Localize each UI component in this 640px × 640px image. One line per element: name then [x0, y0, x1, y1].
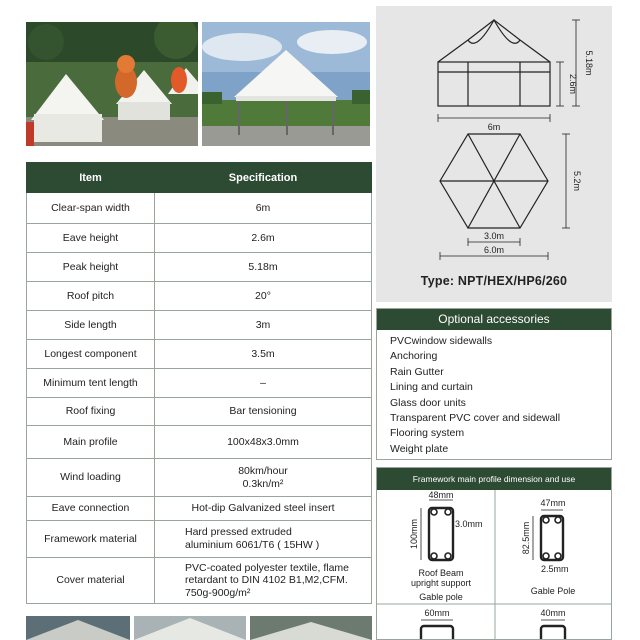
row-label: Wind loading — [27, 459, 155, 497]
tent-photo-interior-3 — [250, 616, 372, 640]
hex-side-label: 3.0m — [483, 231, 505, 241]
peak-height-label: 5.18m — [584, 50, 594, 76]
hex-width-label: 6.0m — [483, 245, 505, 255]
row-value — [155, 558, 372, 604]
framework-profile-panel — [376, 467, 612, 640]
row-label: Eave connection — [27, 497, 155, 521]
row-value: 6m — [155, 193, 372, 224]
tent-dimension-diagram — [376, 6, 612, 302]
value-line: 0.3kn/m² — [242, 477, 284, 490]
row-value: – — [155, 369, 372, 398]
row-value — [155, 521, 372, 558]
row-value: 2.6m — [155, 224, 372, 253]
profile3-width: 60mm — [424, 608, 450, 618]
row-label: Longest component — [27, 340, 155, 369]
value-line: retardant to DIN 4102 B1,M2,CFM. — [185, 574, 348, 587]
row-label: Eave height — [27, 224, 155, 253]
row-value: 20° — [155, 282, 372, 311]
profile1-thickness: 3.0mm — [455, 519, 483, 529]
list-item: PVCwindow sidewalls — [390, 335, 493, 347]
list-item: Flooring system — [390, 427, 465, 440]
profile4-shape — [541, 626, 565, 640]
row-value: 3m — [155, 311, 372, 340]
value-line: 750g-900g/m² — [185, 586, 251, 599]
row-label: Clear-span width — [27, 193, 155, 224]
profile2-thickness: 2.5mm — [541, 564, 569, 574]
accessories-list — [377, 330, 611, 457]
profile1-height: 100mm — [409, 518, 419, 550]
row-label: Peak height — [27, 253, 155, 282]
width-label: 6m — [487, 122, 501, 132]
list-item: Weight plate — [390, 442, 449, 455]
list-item: Rain Gutter — [390, 365, 444, 378]
row-value: 3.5m — [155, 340, 372, 369]
value-line: 80km/hour — [238, 464, 288, 477]
profile4-width: 40mm — [540, 608, 566, 618]
eave-height-label: 2.6m — [568, 73, 578, 95]
row-value: Hot-dip Galvanized steel insert — [155, 497, 372, 521]
row-label: Main profile — [27, 426, 155, 459]
accessories-title: Optional accessories — [377, 309, 611, 330]
profile2-width: 47mm — [540, 498, 566, 508]
profile-82x47 — [533, 510, 563, 560]
list-item: Glass door units — [390, 396, 466, 409]
spec-header: Specification — [155, 163, 372, 193]
profile-100x48 — [421, 500, 453, 560]
profile2-height: 82.5mm — [521, 521, 531, 555]
value-line: aluminium 6061/T6 ( 15HW ) — [185, 539, 320, 551]
item-header: Item — [27, 163, 155, 193]
row-label: Framework material — [27, 521, 155, 558]
list-item: Anchoring — [390, 350, 438, 363]
profile1-use: Roof Beam — [418, 568, 464, 578]
tent-photo-interior-1 — [26, 616, 130, 640]
profile2-use: Gable Pole — [530, 586, 576, 596]
optional-accessories-panel — [376, 308, 612, 460]
tent-photo-hexagon — [202, 22, 370, 146]
row-label: Side length — [27, 311, 155, 340]
row-label: Minimum tent length — [27, 369, 155, 398]
specification-table — [26, 162, 372, 604]
profile1-use: Gable pole — [419, 592, 463, 602]
row-label: Cover material — [27, 558, 155, 604]
profile1-use: upright support — [410, 578, 472, 588]
value-line: PVC-coated polyester textile, flame — [185, 561, 349, 574]
row-value: 100x48x3.0mm — [155, 426, 372, 459]
row-label: Roof pitch — [27, 282, 155, 311]
profile3-shape — [421, 626, 453, 640]
row-value — [155, 459, 372, 497]
model-type-label: Type: NPT/HEX/HP6/260 — [420, 274, 568, 288]
row-value: Bar tensioning — [155, 398, 372, 426]
framework-title: Framework main profile dimension and use — [377, 468, 611, 490]
list-item: Transparent PVC cover and sidewall — [390, 412, 561, 425]
tent-photo-interior-2 — [134, 616, 246, 640]
hex-height-label: 5.2m — [572, 170, 582, 192]
row-label: Roof fixing — [27, 398, 155, 426]
row-value: 5.18m — [155, 253, 372, 282]
tent-photo-mascots — [26, 22, 198, 146]
list-item: Lining and curtain — [390, 381, 473, 394]
profile1-width: 48mm — [428, 490, 454, 500]
value-line: Hard pressed extruded — [185, 526, 292, 539]
